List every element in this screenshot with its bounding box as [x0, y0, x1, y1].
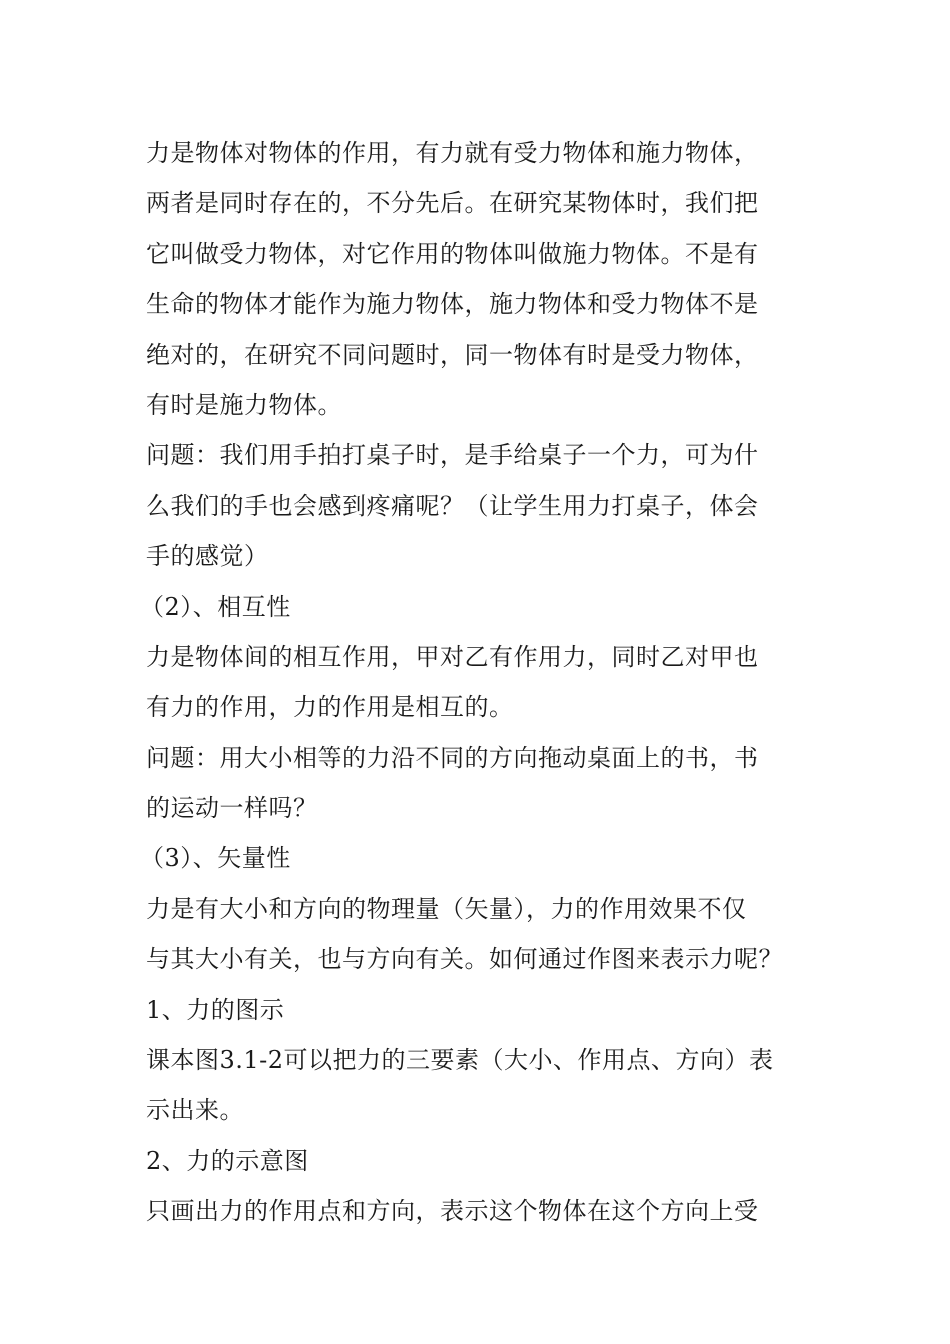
- question-line: 么我们的手也会感到疼痛呢？（让学生用力打桌子，体会: [146, 491, 759, 520]
- text-line: 力是物体间的相互作用，甲对乙有作用力，同时乙对甲也: [146, 642, 759, 671]
- text-line: 力是物体对物体的作用，有力就有受力物体和施力物体，: [146, 139, 759, 167]
- section-heading-vector: （3）、矢量性: [140, 844, 291, 873]
- question-line: 问题：我们用手拍打桌子时，是手给桌子一个力，可为什: [146, 441, 759, 470]
- text-line: 它叫做受力物体，对它作用的物体叫做施力物体。不是有: [146, 239, 759, 268]
- text-line: 生命的物体才能作为施力物体，施力物体和受力物体不是: [146, 290, 759, 319]
- question-line: 的运动一样吗？: [146, 794, 318, 823]
- text-line: 有力的作用，力的作用是相互的。: [146, 693, 514, 722]
- question-line: 手的感觉）: [146, 542, 269, 571]
- text-line: 绝对的，在研究不同问题时，同一物体有时是受力物体，: [146, 340, 759, 369]
- question-line: 问题：用大小相等的力沿不同的方向拖动桌面上的书，书: [146, 743, 759, 772]
- text-line: 两者是同时存在的，不分先后。在研究某物体时，我们把: [146, 189, 759, 218]
- section-heading-mutuality: （2）、相互性: [140, 592, 291, 621]
- text-line: 示出来。: [146, 1096, 244, 1125]
- text-line: 只画出力的作用点和方向，表示这个物体在这个方向上受: [146, 1197, 759, 1226]
- text-line: 课本图3.1-2可以把力的三要素（大小、作用点、方向）表: [146, 1046, 774, 1075]
- text-line: 力是有大小和方向的物理量（矢量），力的作用效果不仅: [146, 894, 747, 923]
- text-line: 与其大小有关，也与方向有关。如何通过作图来表示力呢？: [146, 945, 783, 974]
- section-heading-force-diagram: 1、力的图示: [146, 995, 285, 1024]
- document-body: [140, 128, 816, 1237]
- section-heading-force-sketch: 2、力的示意图: [146, 1146, 309, 1175]
- text-line: 有时是施力物体。: [146, 390, 342, 419]
